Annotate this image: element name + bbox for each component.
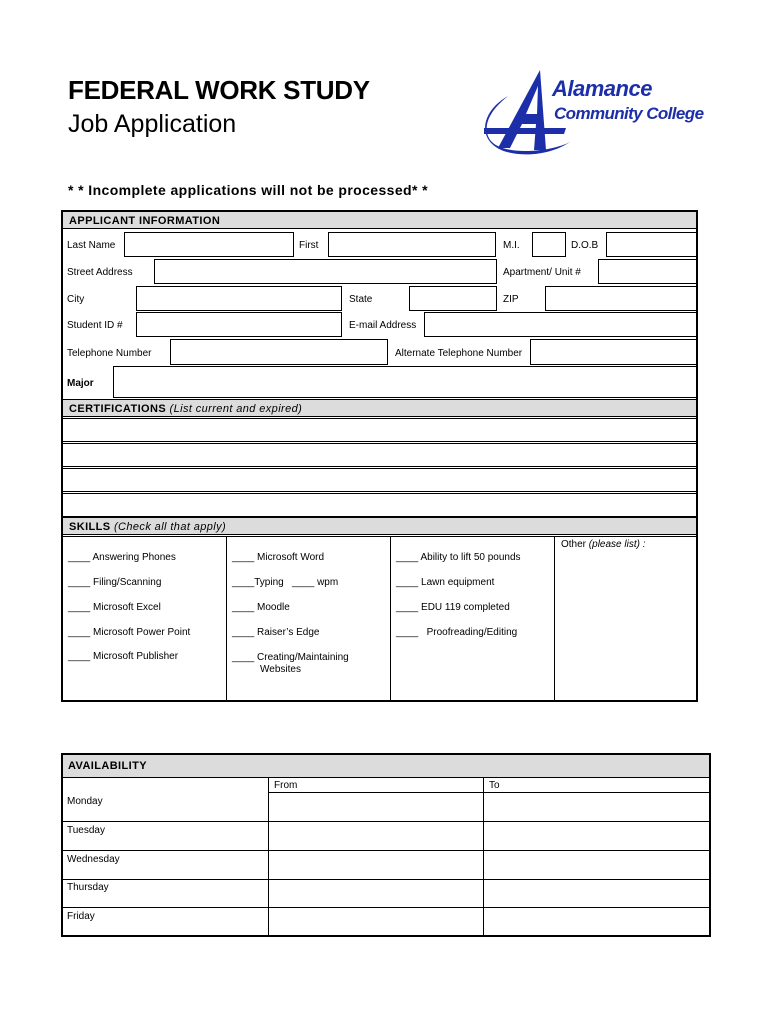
incomplete-notice: * * Incomplete applications will not be processed* * — [68, 182, 428, 198]
skills-header — [62, 517, 697, 535]
availability-to-label: To — [489, 780, 500, 791]
certifications-note: (List current and expired) — [169, 403, 303, 415]
applicant-info-header — [62, 211, 697, 229]
logo-text-community-college: Community College — [554, 104, 704, 123]
skill-answering-phones[interactable]: ____ Answering Phones — [68, 552, 176, 563]
skills-other-field[interactable] — [558, 552, 694, 698]
thursday-to-field[interactable] — [484, 880, 709, 907]
city-label: City — [67, 294, 85, 305]
alternate-telephone-label: Alternate Telephone Number — [395, 348, 523, 359]
skill-microsoft-power-point[interactable]: ____ Microsoft Power Point — [68, 627, 191, 638]
certification-line-2[interactable] — [62, 443, 697, 467]
skill-other-label: Other (please list) : — [561, 539, 646, 550]
major-label: Major — [67, 378, 94, 389]
street-address-field[interactable] — [154, 259, 497, 284]
availability-header-divider — [63, 777, 709, 778]
student-id-field[interactable] — [136, 312, 342, 337]
availability-day-thursday: Thursday — [67, 882, 109, 893]
middle-initial-label: M.I. — [503, 240, 520, 251]
city-field[interactable] — [136, 286, 342, 311]
wednesday-from-field[interactable] — [269, 851, 483, 879]
monday-from-field[interactable] — [269, 792, 483, 821]
wednesday-to-field[interactable] — [484, 851, 709, 879]
skill-websites-continuation: Websites — [260, 664, 301, 675]
skill-microsoft-excel[interactable]: ____ Microsoft Excel — [68, 602, 161, 613]
friday-to-field[interactable] — [484, 908, 709, 935]
skill-lift-50-pounds[interactable]: ____ Ability to lift 50 pounds — [396, 552, 521, 563]
telephone-label: Telephone Number — [67, 348, 152, 359]
apartment-unit-field[interactable] — [598, 259, 697, 284]
state-label: State — [349, 294, 373, 305]
alternate-telephone-field[interactable] — [530, 339, 697, 365]
skill-microsoft-publisher[interactable]: ____ Microsoft Publisher — [68, 651, 179, 662]
certification-line-4[interactable] — [62, 493, 697, 517]
skill-filing-scanning[interactable]: ____ Filing/Scanning — [68, 577, 162, 588]
state-field[interactable] — [409, 286, 497, 311]
telephone-field[interactable] — [170, 339, 388, 365]
availability-day-monday: Monday — [67, 796, 103, 807]
last-name-field[interactable] — [124, 232, 294, 257]
apartment-unit-label: Apartment/ Unit # — [503, 267, 581, 278]
last-name-label: Last Name — [67, 240, 116, 251]
email-label: E-mail Address — [349, 320, 417, 331]
college-logo — [478, 66, 708, 162]
certifications-header — [62, 399, 697, 417]
skill-microsoft-word[interactable]: ____ Microsoft Word — [232, 552, 325, 563]
tuesday-to-field[interactable] — [484, 822, 709, 850]
middle-initial-field[interactable] — [532, 232, 566, 257]
skill-edu-119[interactable]: ____ EDU 119 completed — [396, 602, 510, 613]
zip-label: ZIP — [503, 294, 519, 305]
friday-from-field[interactable] — [269, 908, 483, 935]
availability-day-wednesday: Wednesday — [67, 854, 120, 865]
skill-moodle[interactable]: ____ Moodle — [232, 602, 290, 613]
certifications-heading: CERTIFICATIONS (List current and expired) — [69, 403, 303, 415]
certification-line-1[interactable] — [62, 418, 697, 442]
availability-from-label: From — [274, 780, 298, 791]
street-address-label: Street Address — [67, 267, 133, 278]
tuesday-from-field[interactable] — [269, 822, 483, 850]
first-name-label: First — [299, 240, 319, 251]
thursday-from-field[interactable] — [269, 880, 483, 907]
dob-field[interactable] — [606, 232, 697, 257]
zip-field[interactable] — [545, 286, 697, 311]
availability-heading: AVAILABILITY — [68, 760, 147, 772]
form-subtitle: Job Application — [68, 110, 237, 138]
skills-heading: SKILLS (Check all that apply) — [69, 521, 227, 533]
skills-note: (Check all that apply) — [113, 521, 227, 533]
skill-proofreading-editing[interactable]: ____ Proofreading/Editing — [396, 627, 518, 638]
dob-label: D.O.B — [571, 240, 599, 251]
availability-day-friday: Friday — [67, 911, 95, 922]
email-field[interactable] — [424, 312, 697, 337]
availability-day-tuesday: Tuesday — [67, 825, 105, 836]
skill-creating-maintaining[interactable]: ____ Creating/Maintaining — [232, 652, 349, 663]
skill-typing-wpm[interactable]: ____Typing ____ wpm — [232, 577, 339, 588]
major-field[interactable] — [113, 366, 697, 398]
logo-text-alamance: Alamance — [552, 76, 652, 101]
availability-header — [63, 755, 709, 777]
student-id-label: Student ID # — [67, 320, 123, 331]
applicant-info-heading: APPLICANT INFORMATION — [69, 215, 221, 227]
skill-lawn-equipment[interactable]: ____ Lawn equipment — [396, 577, 495, 588]
skill-other-note: (please list) : — [588, 539, 646, 550]
first-name-field[interactable] — [328, 232, 496, 257]
skill-raisers-edge[interactable]: ____ Raiser’s Edge — [232, 627, 320, 638]
monday-to-field[interactable] — [484, 792, 709, 821]
certification-line-3[interactable] — [62, 468, 697, 492]
form-title: FEDERAL WORK STUDY — [68, 75, 370, 105]
